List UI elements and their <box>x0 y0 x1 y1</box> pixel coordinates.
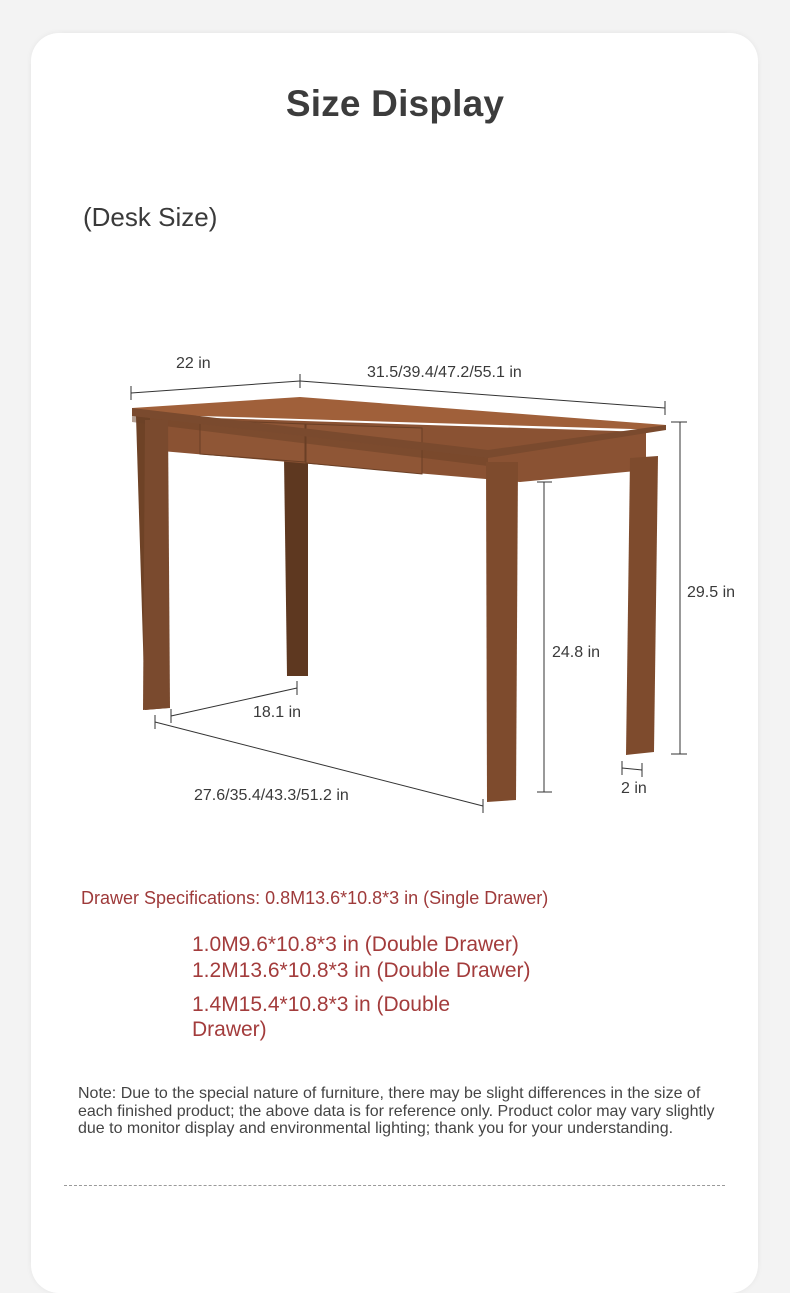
front-right-leg <box>486 462 518 802</box>
drawer-spec-line: 1.0M9.6*10.8*3 in (Double Drawer) <box>192 933 519 956</box>
page-title: Size Display <box>285 83 505 124</box>
dim-top-width: 31.5/39.4/47.2/55.1 in <box>367 364 522 381</box>
disclaimer-note: Note: Due to the special nature of furniture, there may be slight differences in the size of each finished product; the above data is for reference only. Product color may vary slightly due to monitor display and environmental lighting; thank you for your understanding. <box>78 1085 715 1137</box>
section-subtitle: (Desk Size) <box>83 202 218 232</box>
front-left-leg <box>143 420 170 710</box>
dim-inner-width: 27.6/35.4/43.3/51.2 in <box>194 787 349 804</box>
dim-leg-width: 2 in <box>621 780 647 797</box>
back-right-leg <box>284 458 308 676</box>
dim-leg-clearance: 24.8 in <box>552 644 601 661</box>
dim-total-height: 29.5 in <box>687 584 736 601</box>
drawer-spec-line: 1.4M15.4*10.8*3 in (Double Drawer) <box>192 993 451 1041</box>
dim-top-depth: 22 in <box>176 355 211 372</box>
dashed-divider <box>64 1185 725 1186</box>
drawer-spec-heading: Drawer Specifications: 0.8M13.6*10.8*3 in (Single Drawer) <box>81 888 549 908</box>
dim-inner-depth: 18.1 in <box>253 704 302 721</box>
right-side-leg <box>626 456 658 755</box>
drawer-spec-line: 1.2M13.6*10.8*3 in (Double Drawer) <box>192 959 531 982</box>
